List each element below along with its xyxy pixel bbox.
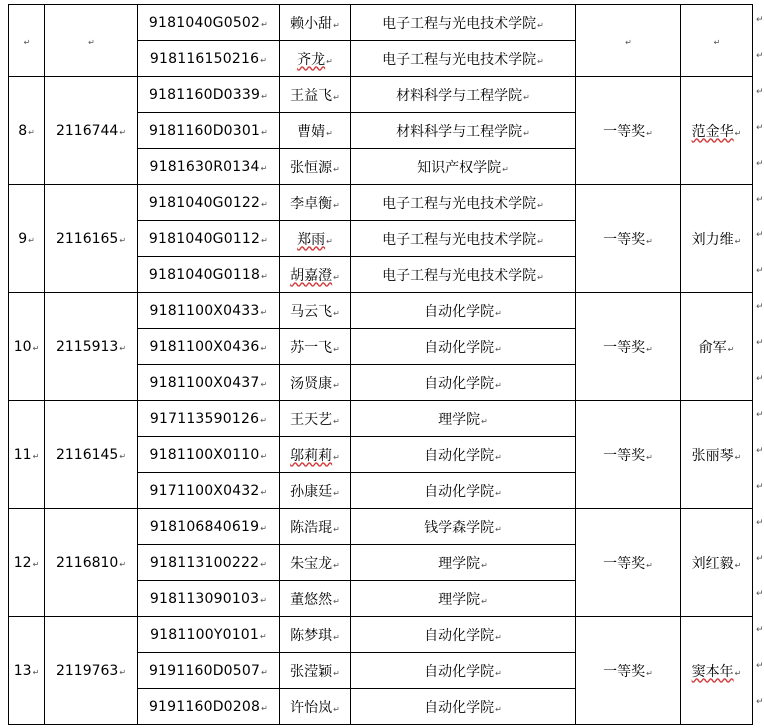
paragraph-mark: ↵ <box>756 50 764 61</box>
paragraph-mark: ↵ <box>537 272 544 282</box>
college-cell <box>351 41 576 77</box>
college: 自动化学院 <box>424 483 495 500</box>
paragraph-mark: ↵ <box>756 625 764 636</box>
student-id-cell <box>138 77 280 113</box>
college: 材料科学与工程学院 <box>396 123 523 140</box>
team-number-cell <box>45 617 138 725</box>
student-name: 齐龙 <box>297 51 326 68</box>
award-level: 一等奖 <box>603 231 646 248</box>
paragraph-mark: ↵ <box>260 343 268 353</box>
college: 电子工程与光电技术学院 <box>382 231 537 248</box>
college: 电子工程与光电技术学院 <box>382 51 537 68</box>
college: 知识产权学院 <box>417 159 502 176</box>
student-id: 9181160D0301 <box>148 122 261 139</box>
college-cell <box>351 653 576 689</box>
paragraph-mark: ↵ <box>495 380 502 390</box>
student-id: 9181100X0437 <box>149 374 260 391</box>
paragraph-mark: ↵ <box>260 559 268 569</box>
paragraph-mark: ↵ <box>261 271 269 281</box>
paragraph-mark: ↵ <box>537 56 544 66</box>
paragraph-mark: ↵ <box>646 344 653 354</box>
student-name: 陈梦琪 <box>290 627 333 644</box>
college-cell <box>351 149 576 185</box>
student-name-cell <box>280 473 351 509</box>
college: 理学院 <box>438 591 481 608</box>
paragraph-mark: ↵ <box>333 20 340 30</box>
team-number-cell <box>45 185 138 293</box>
college-cell <box>351 401 576 437</box>
student-id-cell <box>138 113 280 149</box>
paragraph-mark: ↵ <box>326 128 333 138</box>
paragraph-mark: ↵ <box>119 235 127 245</box>
paragraph-mark: ↵ <box>756 230 764 241</box>
college: 自动化学院 <box>424 447 495 464</box>
paragraph-mark: ↵ <box>756 661 764 672</box>
student-name: 苏一飞 <box>290 339 333 356</box>
paragraph-mark: ↵ <box>646 236 653 246</box>
team-number: 2116810 <box>55 554 119 571</box>
award-level: 一等奖 <box>603 447 646 464</box>
student-id: 918116150216 <box>149 50 260 67</box>
student-name: 赖小甜 <box>290 15 333 32</box>
table-row <box>9 185 753 221</box>
college-cell <box>351 509 576 545</box>
team-index: 11 <box>13 446 32 463</box>
paragraph-mark: ↵ <box>646 128 653 138</box>
student-name-cell <box>280 149 351 185</box>
college: 钱学森学院 <box>424 519 495 536</box>
tutor-name: 范金华 <box>691 123 734 140</box>
paragraph-mark: ↵ <box>333 524 340 534</box>
award-level-cell <box>576 77 681 185</box>
student-name: 李卓衡 <box>290 195 333 212</box>
paragraph-mark: ↵ <box>333 344 340 354</box>
paragraph-mark: ↵ <box>523 92 530 102</box>
college: 电子工程与光电技术学院 <box>382 15 537 32</box>
student-id-cell <box>138 293 280 329</box>
paragraph-mark: ↵ <box>734 236 742 246</box>
student-name-cell <box>280 545 351 581</box>
student-name-cell <box>280 5 351 41</box>
tutor-name: 张丽琴 <box>691 447 734 464</box>
paragraph-mark: ↵ <box>261 703 269 713</box>
paragraph-mark: ↵ <box>481 560 488 570</box>
college: 电子工程与光电技术学院 <box>382 267 537 284</box>
college: 自动化学院 <box>424 375 495 392</box>
paragraph-mark: ↵ <box>333 452 340 462</box>
paragraph-mark: ↵ <box>734 560 742 570</box>
student-name: 汤贤康 <box>290 375 333 392</box>
tutor-name-cell <box>681 401 753 509</box>
paragraph-mark: ↵ <box>333 704 340 714</box>
student-id-cell <box>138 545 280 581</box>
award-level-cell <box>576 509 681 617</box>
paragraph-mark: ↵ <box>28 127 35 137</box>
student-id-cell <box>138 617 280 653</box>
award-level: 一等奖 <box>603 123 646 140</box>
paragraph-mark: ↵ <box>502 164 509 174</box>
paragraph-mark: ↵ <box>756 302 764 313</box>
team-index-cell <box>9 401 45 509</box>
student-id: 918113090103 <box>149 590 260 607</box>
student-id: 9181040G0112 <box>148 230 261 247</box>
paragraph-mark: ↵ <box>734 668 742 678</box>
team-index: 12 <box>13 554 32 571</box>
student-name: 孙康廷 <box>290 483 333 500</box>
college-cell <box>351 221 576 257</box>
paragraph-mark: ↵ <box>734 128 742 138</box>
paragraph-mark: ↵ <box>260 379 268 389</box>
team-index-cell <box>9 293 45 401</box>
student-name-cell <box>280 581 351 617</box>
college: 自动化学院 <box>424 663 495 680</box>
paragraph-mark: ↵ <box>481 416 488 426</box>
student-name-cell <box>280 437 351 473</box>
student-id-cell <box>138 149 280 185</box>
college-cell <box>351 5 576 41</box>
paragraph-mark: ↵ <box>32 451 40 461</box>
team-index: 13 <box>13 662 32 679</box>
paragraph-mark: ↵ <box>260 487 268 497</box>
paragraph-mark: ↵ <box>260 415 268 425</box>
paragraph-mark: ↵ <box>333 308 340 318</box>
student-name: 许怡岚 <box>290 699 333 716</box>
student-id: 9191160D0208 <box>148 698 261 715</box>
paragraph-mark: ↵ <box>333 272 340 282</box>
paragraph-mark: ↵ <box>260 451 268 461</box>
award-level-cell <box>576 401 681 509</box>
student-id-cell <box>138 581 280 617</box>
paragraph-mark: ↵ <box>119 667 127 677</box>
tutor-name-cell <box>681 185 753 293</box>
student-id: 9171100X0432 <box>149 482 260 499</box>
student-name-cell <box>280 257 351 293</box>
student-name: 郑雨 <box>297 231 326 248</box>
student-id-cell <box>138 257 280 293</box>
award-level-cell <box>576 293 681 401</box>
student-name: 曹婧 <box>297 123 326 140</box>
student-name-cell <box>280 77 351 113</box>
paragraph-mark: ↵ <box>756 697 764 708</box>
paragraph-mark: ↵ <box>119 127 127 137</box>
team-index-cell <box>9 185 45 293</box>
student-id-cell <box>138 329 280 365</box>
paragraph-mark: ↵ <box>32 667 40 677</box>
student-id: 9181100X0436 <box>149 338 260 355</box>
student-id: 9181040G0502 <box>148 14 261 31</box>
student-id: 918113100222 <box>149 554 260 571</box>
tutor-name-cell <box>681 293 753 401</box>
paragraph-mark: ↵ <box>333 488 340 498</box>
student-name-cell <box>280 113 351 149</box>
team-number-cell <box>45 401 138 509</box>
award-table <box>8 4 753 725</box>
student-name: 王益飞 <box>290 87 333 104</box>
team-number-cell <box>45 509 138 617</box>
student-name-cell <box>280 365 351 401</box>
award-table-body <box>9 5 753 725</box>
tutor-name-cell <box>681 5 753 77</box>
paragraph-mark: ↵ <box>495 344 502 354</box>
paragraph-mark: ↵ <box>333 668 340 678</box>
paragraph-mark: ↵ <box>756 589 764 600</box>
paragraph-mark: ↵ <box>261 667 269 677</box>
paragraph-mark: ↵ <box>333 380 340 390</box>
student-id: 9181100X0110 <box>149 446 260 463</box>
student-id-cell <box>138 509 280 545</box>
paragraph-mark: ↵ <box>537 200 544 210</box>
team-number: 2116165 <box>55 230 119 247</box>
table-row <box>9 293 753 329</box>
paragraph-mark: ↵ <box>481 596 488 606</box>
college: 材料科学与工程学院 <box>396 87 523 104</box>
paragraph-mark: ↵ <box>495 704 502 714</box>
student-name: 王天艺 <box>290 411 333 428</box>
student-name: 朱宝龙 <box>290 555 333 572</box>
paragraph-mark: ↵ <box>756 338 764 349</box>
paragraph-mark: ↵ <box>495 308 502 318</box>
paragraph-mark: ↵ <box>333 416 340 426</box>
table-row <box>9 77 753 113</box>
tutor-name-cell <box>681 617 753 725</box>
student-id: 9181040G0122 <box>148 194 261 211</box>
paragraph-mark: ↵ <box>326 236 333 246</box>
paragraph-mark: ↵ <box>333 92 340 102</box>
tutor-name: 俞军 <box>698 339 727 356</box>
paragraph-mark: ↵ <box>260 55 268 65</box>
paragraph-mark: ↵ <box>260 595 268 605</box>
paragraph-mark: ↵ <box>756 553 764 564</box>
paragraph-mark: ↵ <box>261 199 269 209</box>
college: 自动化学院 <box>424 627 495 644</box>
student-id: 9181100Y0101 <box>150 626 260 643</box>
paragraph-mark: ↵ <box>756 86 764 97</box>
paragraph-mark: ↵ <box>260 307 268 317</box>
table-row <box>9 509 753 545</box>
paragraph-mark: ↵ <box>326 56 333 66</box>
paragraph-mark: ↵ <box>495 488 502 498</box>
college-cell <box>351 365 576 401</box>
paragraph-mark: ↵ <box>260 523 268 533</box>
team-number: 2119763 <box>55 662 119 679</box>
paragraph-mark: ↵ <box>646 668 653 678</box>
college-cell <box>351 185 576 221</box>
team-number-cell <box>45 77 138 185</box>
paragraph-mark: ↵ <box>28 235 35 245</box>
college-cell <box>351 545 576 581</box>
student-id-cell <box>138 473 280 509</box>
student-id-cell <box>138 365 280 401</box>
right-page-rule <box>752 4 753 723</box>
team-index-cell <box>9 509 45 617</box>
award-level: 一等奖 <box>603 663 646 680</box>
paragraph-mark: ↵ <box>756 158 764 169</box>
student-name-cell <box>280 221 351 257</box>
tutor-name-cell <box>681 509 753 617</box>
paragraph-mark: ↵ <box>261 19 269 29</box>
paragraph-mark: ↵ <box>333 164 340 174</box>
student-id-cell <box>138 401 280 437</box>
college: 自动化学院 <box>424 339 495 356</box>
college-cell <box>351 437 576 473</box>
student-name: 张恒源 <box>290 159 333 176</box>
college-cell <box>351 689 576 725</box>
paragraph-mark: ↵ <box>333 200 340 210</box>
paragraph-mark: ↵ <box>713 37 721 47</box>
tutor-name-cell <box>681 77 753 185</box>
student-name-cell <box>280 293 351 329</box>
college-cell <box>351 77 576 113</box>
team-index-cell <box>9 77 45 185</box>
paragraph-mark: ↵ <box>734 452 742 462</box>
college-cell <box>351 113 576 149</box>
student-name-cell <box>280 653 351 689</box>
student-id: 9181100X0433 <box>149 302 260 319</box>
paragraph-mark: ↵ <box>523 128 530 138</box>
student-name: 胡嘉澄 <box>290 267 333 284</box>
paragraph-mark: ↵ <box>646 452 653 462</box>
student-name-cell <box>280 689 351 725</box>
team-number-cell <box>45 5 138 77</box>
tutor-name: 刘力维 <box>691 231 734 248</box>
college: 理学院 <box>438 555 481 572</box>
college-cell <box>351 617 576 653</box>
student-id: 9181630R0134 <box>149 158 260 175</box>
award-level: 一等奖 <box>603 555 646 572</box>
award-level-cell <box>576 617 681 725</box>
team-number: 2116145 <box>55 446 119 463</box>
paragraph-mark: ↵ <box>756 15 764 25</box>
student-id: 918106840619 <box>149 518 260 535</box>
tutor-name: 窦本年 <box>691 663 734 680</box>
college-cell <box>351 257 576 293</box>
college: 自动化学院 <box>424 699 495 716</box>
student-name-cell <box>280 41 351 77</box>
paragraph-mark: ↵ <box>537 236 544 246</box>
team-index-cell <box>9 5 45 77</box>
paragraph-mark: ↵ <box>260 163 268 173</box>
paragraph-mark: ↵ <box>32 559 40 569</box>
student-id-cell <box>138 653 280 689</box>
college-cell <box>351 581 576 617</box>
paragraph-mark: ↵ <box>119 343 127 353</box>
paragraph-mark: ↵ <box>756 266 764 277</box>
award-level: 一等奖 <box>603 339 646 356</box>
paragraph-mark: ↵ <box>495 632 502 642</box>
paragraph-mark: ↵ <box>756 517 764 528</box>
table-row <box>9 617 753 653</box>
paragraph-mark: ↵ <box>756 122 764 133</box>
student-id-cell <box>138 437 280 473</box>
student-id-cell <box>138 221 280 257</box>
student-id: 9191160D0507 <box>148 662 261 679</box>
student-name: 邬莉莉 <box>290 447 333 464</box>
tutor-name: 刘红毅 <box>691 555 734 572</box>
paragraph-mark: ↵ <box>625 37 632 47</box>
college: 电子工程与光电技术学院 <box>382 195 537 212</box>
paragraph-mark: ↵ <box>756 374 764 384</box>
college: 自动化学院 <box>424 303 495 320</box>
student-name: 董悠然 <box>290 591 333 608</box>
paragraph-mark: ↵ <box>119 559 127 569</box>
paragraph-mark: ↵ <box>260 631 267 641</box>
paragraph-mark: ↵ <box>333 632 340 642</box>
student-name-cell <box>280 401 351 437</box>
student-name-cell <box>280 509 351 545</box>
college: 理学院 <box>438 411 481 428</box>
student-id: 917113590126 <box>149 410 260 427</box>
table-row <box>9 5 753 41</box>
student-name-cell <box>280 617 351 653</box>
student-id: 9181040G0118 <box>148 266 261 283</box>
paragraph-mark: ↵ <box>756 409 764 420</box>
student-name: 马云飞 <box>290 303 333 320</box>
team-index: 10 <box>13 338 32 355</box>
college-cell <box>351 329 576 365</box>
student-id: 9181160D0339 <box>148 86 261 103</box>
paragraph-mark: ↵ <box>333 596 340 606</box>
paragraph-mark: ↵ <box>88 37 95 47</box>
paragraph-mark: ↵ <box>261 127 269 137</box>
college-cell <box>351 473 576 509</box>
paragraph-mark: ↵ <box>495 524 502 534</box>
paragraph-mark: ↵ <box>32 343 40 353</box>
award-level-cell <box>576 5 681 77</box>
paragraph-mark: ↵ <box>261 91 269 101</box>
student-name: 张滢颖 <box>290 663 333 680</box>
student-id-cell <box>138 689 280 725</box>
paragraph-mark: ↵ <box>261 235 269 245</box>
paragraph-mark: ↵ <box>727 344 735 354</box>
team-index: 8 <box>18 122 28 139</box>
college-cell <box>351 293 576 329</box>
paragraph-mark: ↵ <box>756 481 764 492</box>
paragraph-mark: ↵ <box>495 452 502 462</box>
award-level-cell <box>576 185 681 293</box>
student-id-cell <box>138 41 280 77</box>
student-id-cell <box>138 5 280 41</box>
team-number: 2115913 <box>55 338 119 355</box>
paragraph-mark: ↵ <box>646 560 653 570</box>
paragraph-mark: ↵ <box>756 445 764 456</box>
table-row <box>9 401 753 437</box>
student-name: 陈浩琨 <box>290 519 333 536</box>
team-index-cell <box>9 617 45 725</box>
student-name-cell <box>280 185 351 221</box>
paragraph-mark: ↵ <box>119 451 127 461</box>
team-number: 2116744 <box>55 122 119 139</box>
paragraph-mark: ↵ <box>333 560 340 570</box>
paragraph-mark: ↵ <box>495 668 502 678</box>
team-index: 9 <box>18 230 28 247</box>
paragraph-mark: ↵ <box>23 37 31 47</box>
team-number-cell <box>45 293 138 401</box>
paragraph-mark: ↵ <box>756 194 764 205</box>
paragraph-mark: ↵ <box>537 20 544 30</box>
right-paragraph-marks <box>756 4 764 723</box>
student-name-cell <box>280 329 351 365</box>
student-id-cell <box>138 185 280 221</box>
